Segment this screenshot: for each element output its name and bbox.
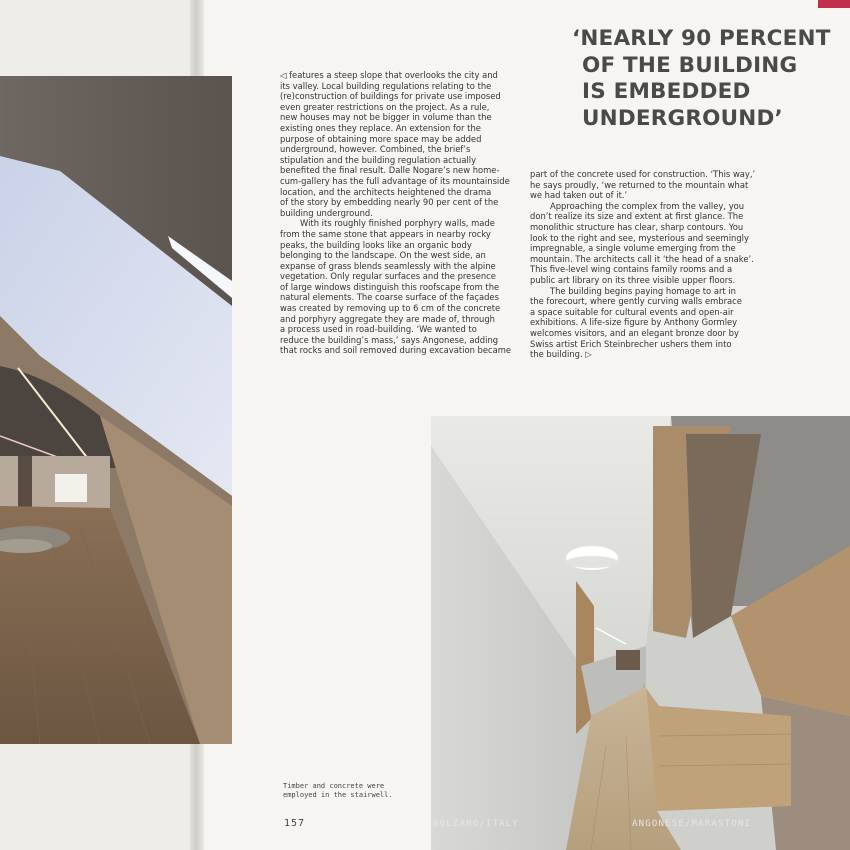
text-line: look to the right and see, mysterious and seemingly [530, 232, 749, 243]
stairwell-photo [431, 416, 850, 850]
text-line: we had taken out of it.’ [530, 190, 628, 201]
text-line: location, and the architects heightened the drama [280, 186, 492, 197]
pull-quote-heading [572, 26, 832, 132]
body-column-1 [280, 70, 524, 356]
text-line: a process used in road-building. ‘We wanted to [280, 324, 477, 335]
body-column-2 [530, 169, 778, 360]
body-paragraph [530, 286, 778, 360]
text-line: exhibitions. A life-size figure by Anthony Gormley [530, 317, 738, 328]
text-line: cum-gallery has the full advantage of its mountainside [280, 175, 510, 186]
body-paragraph [530, 201, 778, 286]
text-line: of large windows distinguish this roofscape from the [280, 281, 500, 292]
text-line: mountain. The architects call it ‘the head of a snake’. [530, 253, 754, 264]
text-line: that rocks and soil removed during excavation became [280, 345, 512, 356]
text-line: its valley. Local building regulations relating to the [280, 80, 492, 91]
text-line: new houses may not be bigger in volume than the [280, 112, 492, 123]
page-number: 157 [284, 818, 306, 829]
pull-quote-line: OF THE BUILDING [582, 52, 798, 78]
text-line: public art library on its three visible upper floors. [530, 274, 736, 285]
body-paragraph [280, 70, 524, 218]
text-line: This five-level wing contains family rooms and a [530, 264, 733, 275]
text-line: don’t realize its size and extent at first glance. The [530, 211, 744, 222]
text-line: vegetation. Only regular surfaces and the presence [280, 271, 496, 282]
text-line: ◁ features a steep slope that overlooks the city and [280, 70, 498, 80]
pull-quote-line: UNDERGROUND’ [582, 105, 783, 131]
text-line: expanse of grass blends seamlessly with the alpine [280, 260, 496, 271]
text-line: Swiss artist Erich Steinbrecher ushers them into [530, 338, 732, 349]
caption-line: Timber and concrete were [283, 782, 385, 790]
text-line: The building begins paying homage to art in [550, 285, 736, 296]
gallery-corridor-photo [0, 76, 232, 744]
pull-quote-line: ‘NEARLY 90 PERCENT [572, 26, 831, 51]
text-line: benefited the final result. Dalle Nogare’s new home- [280, 165, 500, 176]
text-line: building underground. [280, 207, 373, 218]
text-line: even greater restrictions on the project. As a rule, [280, 101, 490, 112]
running-footer-location: BOLZANO/ITALY [433, 819, 520, 829]
text-line: impregnable, a single volume emerging from the [530, 243, 736, 254]
text-line: purpose of obtaining more space may be added [280, 133, 482, 144]
text-line: peaks, the building looks like an organic body [280, 239, 472, 250]
text-line: from the same stone that appears in nearby rocky [280, 228, 491, 239]
text-line: monolithic structure has clear, sharp contours. You [530, 221, 744, 232]
text-line: stipulation and the building regulation actually [280, 154, 477, 165]
body-paragraph [280, 218, 524, 356]
text-line: of the story by embedding nearly 90 per cent of the [280, 197, 499, 208]
text-line: was created by removing up to 6 cm of the concrete [280, 303, 501, 314]
text-line: the forecourt, where gently curving walls embrace [530, 296, 742, 307]
text-line: existing ones they replace. An extension for the [280, 122, 481, 133]
text-line: part of the concrete used for construction. ‘This way,’ [530, 169, 756, 179]
caption-line: employed in the stairwell. [283, 791, 393, 799]
text-line: and porphyry aggregate they are made of, through [280, 313, 495, 324]
text-line: belonging to the landscape. On the west side, an [280, 250, 486, 261]
text-line: Approaching the complex from the valley, you [550, 200, 745, 211]
text-line: welcomes visitors, and an elegant bronze door by [530, 327, 739, 338]
running-footer-architects: ANGONESE/MARASTONI [632, 819, 752, 829]
body-paragraph [530, 169, 778, 201]
photo-caption [283, 782, 423, 800]
text-line: he says proudly, ‘we returned to the mountain what [530, 179, 749, 190]
text-line: With its roughly finished porphyry walls, made [300, 218, 495, 229]
text-line: (re)construction of buildings for private use imposed [280, 91, 501, 102]
text-line: reduce the building’s mass,’ says Angonese, adding [280, 334, 499, 345]
text-line: underground, however. Combined, the brief’s [280, 144, 471, 155]
pull-quote-line: IS EMBEDDED [582, 79, 751, 104]
text-line: a space suitable for cultural events and open-air [530, 306, 734, 317]
corner-color-tab [818, 0, 850, 8]
text-line: natural elements. The coarse surface of the façades [280, 292, 499, 303]
text-line: the building. ▷ [530, 349, 592, 360]
